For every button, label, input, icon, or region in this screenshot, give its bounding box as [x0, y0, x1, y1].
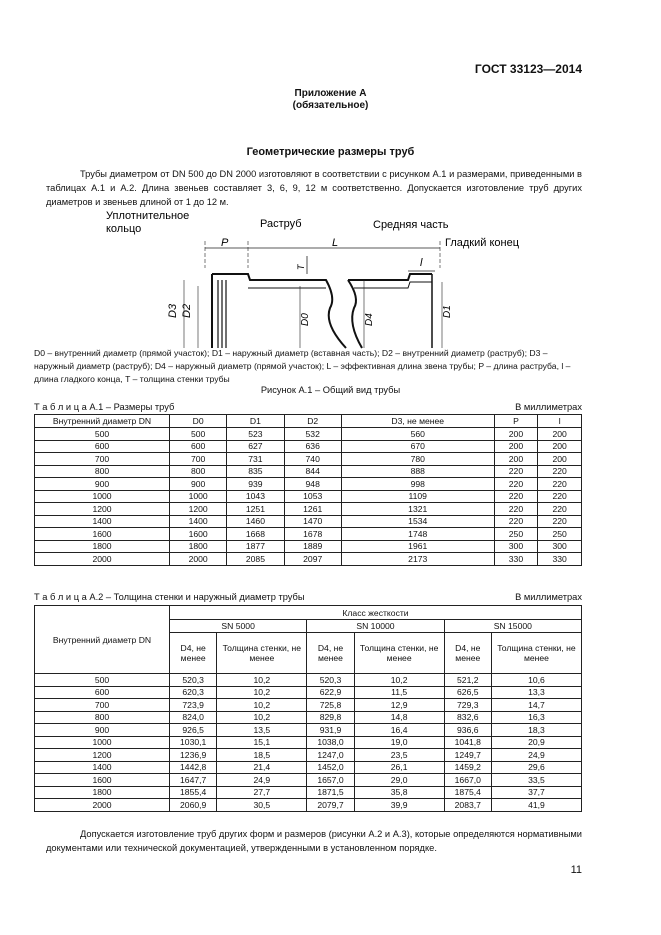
table-cell: 1442,8 [170, 761, 217, 774]
table-cell: 10,2 [354, 674, 444, 687]
table2-sub-t: Толщина стенки, не менее [217, 633, 307, 674]
table-cell: 200 [494, 428, 538, 441]
table-cell: 41,9 [491, 799, 581, 812]
table-cell: 10,2 [217, 674, 307, 687]
table-row [35, 453, 582, 466]
table-cell: 532 [284, 428, 341, 441]
table-row [35, 711, 582, 724]
table2-stiffness: Класс жесткости [170, 606, 582, 620]
table-cell: 1452,0 [307, 761, 354, 774]
table-cell: 1249,7 [444, 749, 491, 762]
table-cell: 300 [538, 540, 582, 553]
table-cell: 620,3 [170, 686, 217, 699]
table2-sub-d4: D4, не менее [307, 633, 354, 674]
table-cell: 220 [538, 478, 582, 491]
table-cell: 1678 [284, 528, 341, 541]
label-D3: D3 [167, 303, 179, 318]
table-cell: 13,5 [217, 724, 307, 737]
table-cell: 835 [227, 465, 284, 478]
standard-number: ГОСТ 33123—2014 [474, 62, 582, 76]
table-cell: 523 [227, 428, 284, 441]
table-cell: 700 [35, 699, 170, 712]
table-cell: 723,9 [170, 699, 217, 712]
table-cell: 16,4 [354, 724, 444, 737]
table-cell: 2173 [341, 553, 494, 566]
table-cell: 600 [170, 440, 227, 453]
table-row [35, 786, 582, 799]
table-cell: 1889 [284, 540, 341, 553]
table1-header: P [494, 415, 538, 428]
table-cell: 220 [494, 490, 538, 503]
table-cell: 800 [35, 711, 170, 724]
table-cell: 1400 [35, 761, 170, 774]
table-cell: 33,5 [491, 774, 581, 787]
table-cell: 500 [35, 428, 170, 441]
table2-class: SN 10000 [307, 620, 444, 633]
table-cell: 926,5 [170, 724, 217, 737]
table-cell: 16,3 [491, 711, 581, 724]
table-cell: 2060,9 [170, 799, 217, 812]
table-cell: 1000 [170, 490, 227, 503]
table-cell: 300 [494, 540, 538, 553]
label-D0: D0 [300, 313, 311, 326]
closing-paragraph: Допускается изготовление труб других форм и размеров (рисунки А.2 и А.3), которые определяются нормативными документами или технической документацией, утвержденными в установленном порядке. [46, 829, 582, 853]
table-cell: 740 [284, 453, 341, 466]
table-cell: 1400 [170, 515, 227, 528]
table-cell: 939 [227, 478, 284, 491]
table-cell: 10,2 [217, 686, 307, 699]
table-cell: 700 [170, 453, 227, 466]
table-cell: 622,9 [307, 686, 354, 699]
table-cell: 1043 [227, 490, 284, 503]
table-row [35, 761, 582, 774]
table-cell: 23,5 [354, 749, 444, 762]
table-cell: 626,5 [444, 686, 491, 699]
table-cell: 931,9 [307, 724, 354, 737]
table-row [35, 799, 582, 812]
table1-header: l [538, 415, 582, 428]
table-row [35, 465, 582, 478]
table-cell: 1877 [227, 540, 284, 553]
table-cell: 1400 [35, 515, 170, 528]
table-cell: 37,7 [491, 786, 581, 799]
table-row [35, 515, 582, 528]
table-cell: 2000 [35, 553, 170, 566]
table-cell: 220 [494, 478, 538, 491]
label-seal-ring-2: кольцо [106, 223, 142, 235]
table-cell: 1600 [170, 528, 227, 541]
table-cell: 600 [35, 686, 170, 699]
table-cell: 500 [170, 428, 227, 441]
table-row [35, 490, 582, 503]
table1-header: Внутренний диаметр DN [35, 415, 170, 428]
table-cell: 26,1 [354, 761, 444, 774]
pipe-diagram [100, 208, 519, 348]
table-cell: 10,6 [491, 674, 581, 687]
table-cell: 800 [170, 465, 227, 478]
table-row [35, 428, 582, 441]
label-middle: Средняя часть [373, 219, 449, 231]
table-row [35, 774, 582, 787]
table-cell: 220 [538, 490, 582, 503]
label-D1: D1 [442, 305, 453, 318]
table-cell: 1038,0 [307, 736, 354, 749]
table-cell: 627 [227, 440, 284, 453]
table-cell: 900 [170, 478, 227, 491]
table1-header: D1 [227, 415, 284, 428]
intro-paragraph: Трубы диаметром от DN 500 до DN 2000 изготовляют в соответствии с рисунком А.1 и размерами, приведенными в таблицах А.1 и А.2. Длина звеньев составляет 3, 6, 9, 12 м соответственно. Допускается изготовление труб других диаметров и звеньев длиной от 1 до 12 м. [46, 169, 582, 207]
table-cell: 1000 [35, 490, 170, 503]
table-cell: 1657,0 [307, 774, 354, 787]
table-cell: 2097 [284, 553, 341, 566]
table2-sub-t: Толщина стенки, не менее [354, 633, 444, 674]
table-cell: 1247,0 [307, 749, 354, 762]
label-socket: Раструб [260, 218, 302, 230]
table-row [35, 478, 582, 491]
table-cell: 1961 [341, 540, 494, 553]
table-cell: 1470 [284, 515, 341, 528]
table-row [35, 736, 582, 749]
table-cell: 27,7 [217, 786, 307, 799]
table-cell: 200 [538, 453, 582, 466]
table-cell: 936,6 [444, 724, 491, 737]
table-cell: 200 [538, 428, 582, 441]
table-cell: 39,9 [354, 799, 444, 812]
page-number: 11 [570, 864, 582, 876]
table-cell: 888 [341, 465, 494, 478]
table-row [35, 553, 582, 566]
table-cell: 1236,9 [170, 749, 217, 762]
table-cell: 520,3 [307, 674, 354, 687]
table-cell: 10,2 [217, 699, 307, 712]
table2-sub-d4: D4, не менее [444, 633, 491, 674]
table-cell: 520,3 [170, 674, 217, 687]
table-cell: 1321 [341, 503, 494, 516]
table-cell: 220 [538, 465, 582, 478]
table-cell: 824,0 [170, 711, 217, 724]
table-wall-thickness [34, 605, 582, 812]
label-D4: D4 [364, 313, 375, 326]
table-cell: 1251 [227, 503, 284, 516]
table-cell: 2000 [170, 553, 227, 566]
table-sizes [34, 414, 582, 566]
appendix-title: Приложение А [294, 88, 367, 99]
table-cell: 1261 [284, 503, 341, 516]
table-row [35, 540, 582, 553]
table-cell: 1200 [35, 749, 170, 762]
table-cell: 832,6 [444, 711, 491, 724]
table-cell: 200 [494, 453, 538, 466]
table-cell: 1667,0 [444, 774, 491, 787]
table-cell: 21,4 [217, 761, 307, 774]
label-L: L [332, 237, 339, 249]
table-row [35, 528, 582, 541]
table-cell: 15,1 [217, 736, 307, 749]
table-cell: 829,8 [307, 711, 354, 724]
table-cell: 500 [35, 674, 170, 687]
table2-col-dn: Внутренний диаметр DN [35, 606, 170, 674]
table-cell: 1041,8 [444, 736, 491, 749]
table-cell: 636 [284, 440, 341, 453]
table-cell: 18,5 [217, 749, 307, 762]
table2-sub-d4: D4, не менее [170, 633, 217, 674]
table-cell: 14,7 [491, 699, 581, 712]
table-cell: 844 [284, 465, 341, 478]
table-cell: 1600 [35, 774, 170, 787]
table-cell: 948 [284, 478, 341, 491]
table-cell: 13,3 [491, 686, 581, 699]
table-cell: 11,5 [354, 686, 444, 699]
table-cell: 30,5 [217, 799, 307, 812]
table-cell: 1871,5 [307, 786, 354, 799]
table-cell: 521,2 [444, 674, 491, 687]
table-cell: 1460 [227, 515, 284, 528]
table-cell: 729,3 [444, 699, 491, 712]
table-cell: 1800 [35, 540, 170, 553]
table-cell: 35,8 [354, 786, 444, 799]
table-cell: 220 [494, 515, 538, 528]
table2-title: Т а б л и ц а А.2 – Толщина стенки и наружный диаметр трубы [34, 592, 305, 602]
table2-sub-t: Толщина стенки, не менее [491, 633, 581, 674]
table-cell: 800 [35, 465, 170, 478]
table-row [35, 440, 582, 453]
label-spigot: Гладкий конец [445, 237, 519, 249]
table-cell: 1748 [341, 528, 494, 541]
table-cell: 2083,7 [444, 799, 491, 812]
table2-class: SN 15000 [444, 620, 581, 633]
table-cell: 560 [341, 428, 494, 441]
table-cell: 24,9 [491, 749, 581, 762]
table-cell: 29,0 [354, 774, 444, 787]
table-cell: 1200 [170, 503, 227, 516]
label-P: P [221, 237, 229, 249]
table-cell: 1000 [35, 736, 170, 749]
table-cell: 2000 [35, 799, 170, 812]
table1-header-row [35, 415, 582, 428]
table-cell: 18,3 [491, 724, 581, 737]
table-cell: 200 [494, 440, 538, 453]
table-cell: 1875,4 [444, 786, 491, 799]
table-cell: 1030,1 [170, 736, 217, 749]
label-l: l [420, 257, 423, 269]
table-cell: 220 [538, 503, 582, 516]
figure-legend: D0 – внутренний диаметр (прямой участок); D1 – наружный диаметр (вставная часть); D2 – внутренний диаметр (раструб); D3 – наружный диаметр (раструб); D4 – наружный диаметр (прямой участок); L – эффективная длина звена трубы; P – длина раструба, l – длина гладкого конца, T – толщина стенки трубы [34, 348, 571, 384]
table-cell: 1600 [35, 528, 170, 541]
section-title: Геометрические размеры труб [246, 146, 415, 158]
table-cell: 1200 [35, 503, 170, 516]
table-cell: 1800 [35, 786, 170, 799]
table-cell: 220 [494, 465, 538, 478]
table-row [35, 686, 582, 699]
table-cell: 200 [538, 440, 582, 453]
table2-class: SN 5000 [170, 620, 307, 633]
table-row [35, 724, 582, 737]
table-cell: 780 [341, 453, 494, 466]
table2-unit: В миллиметрах [515, 592, 582, 602]
table-cell: 29,6 [491, 761, 581, 774]
table-row [35, 749, 582, 762]
table-cell: 725,8 [307, 699, 354, 712]
table1-header: D2 [284, 415, 341, 428]
table-cell: 2085 [227, 553, 284, 566]
appendix-subtitle: (обязательное) [292, 100, 369, 111]
table-cell: 1647,7 [170, 774, 217, 787]
table-cell: 600 [35, 440, 170, 453]
table-cell: 20,9 [491, 736, 581, 749]
table-cell: 330 [538, 553, 582, 566]
table-cell: 250 [538, 528, 582, 541]
table-cell: 1053 [284, 490, 341, 503]
table-cell: 12,9 [354, 699, 444, 712]
label-seal-ring-1: Уплотнительное [106, 210, 190, 222]
table-row [35, 699, 582, 712]
figure-caption: Рисунок А.1 – Общий вид трубы [260, 385, 401, 395]
table1-title: Т а б л и ц а А.1 – Размеры труб [34, 402, 175, 412]
label-D2: D2 [181, 303, 193, 318]
table-cell: 670 [341, 440, 494, 453]
label-T: T [296, 264, 306, 270]
table-cell: 900 [35, 478, 170, 491]
table-cell: 330 [494, 553, 538, 566]
table-row [35, 674, 582, 687]
table1-unit: В миллиметрах [515, 402, 582, 412]
table-cell: 1800 [170, 540, 227, 553]
table-cell: 19,0 [354, 736, 444, 749]
table-cell: 1459,2 [444, 761, 491, 774]
table-cell: 1668 [227, 528, 284, 541]
table-cell: 1534 [341, 515, 494, 528]
table-cell: 24,9 [217, 774, 307, 787]
table-cell: 250 [494, 528, 538, 541]
table-cell: 1109 [341, 490, 494, 503]
table-cell: 731 [227, 453, 284, 466]
table-cell: 2079,7 [307, 799, 354, 812]
table1-header: D3, не менее [341, 415, 494, 428]
table-cell: 998 [341, 478, 494, 491]
table-cell: 220 [494, 503, 538, 516]
table-cell: 700 [35, 453, 170, 466]
table1-header: D0 [170, 415, 227, 428]
table-cell: 14,8 [354, 711, 444, 724]
table-cell: 220 [538, 515, 582, 528]
table-cell: 900 [35, 724, 170, 737]
table-row [35, 503, 582, 516]
table-cell: 1855,4 [170, 786, 217, 799]
table-cell: 10,2 [217, 711, 307, 724]
